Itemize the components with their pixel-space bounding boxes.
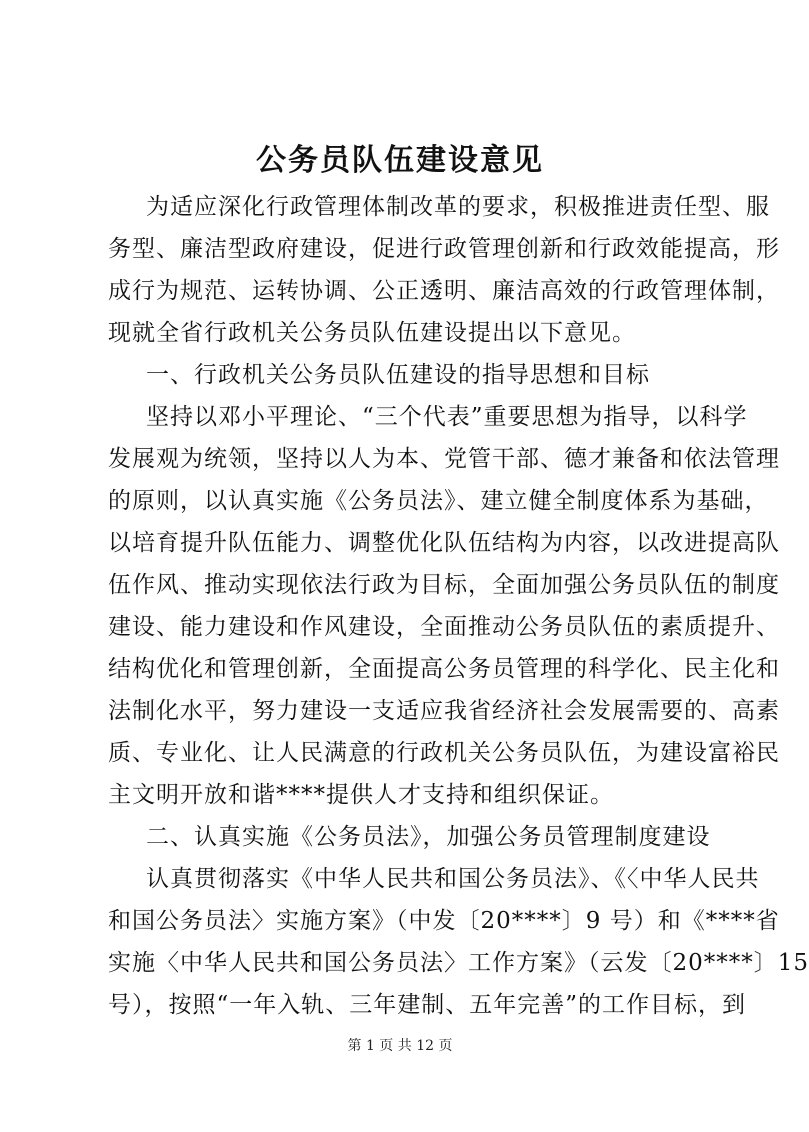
paragraph-line: 现就全省行政机关公务员队伍建设提出以下意见。: [108, 320, 636, 346]
paragraph-line: 认真贯彻落实《中华人民共和国公务员法》、《〈中华人民共: [146, 866, 760, 892]
paragraph-line: 结构优化和管理创新，全面提高公务员管理的科学化、民主化和: [108, 656, 780, 682]
paragraph-line: 法制化水平，努力建设一支适应我省经济社会发展需要的、高素: [108, 698, 780, 724]
paragraph-line: 号），按照“一年入轨、三年建制、五年完善”的工作目标，到: [108, 992, 747, 1018]
paragraph-line: 成行为规范、运转协调、公正透明、廉洁高效的行政管理体制，: [108, 278, 780, 304]
paragraph-line: 建设、能力建设和作风建设，全面推动公务员队伍的素质提升、: [108, 614, 780, 640]
section-heading: 一、行政机关公务员队伍建设的指导思想和目标: [146, 362, 650, 388]
section-heading: 二、认真实施《公务员法》，加强公务员管理制度建设: [146, 824, 711, 850]
document-body: [108, 186, 809, 1026]
paragraph-line: 主文明开放和谐****提供人才支持和组织保证。: [108, 782, 614, 808]
paragraph-line: 的原则，以认真实施《公务员法》、建立健全制度体系为基础，: [108, 488, 769, 514]
paragraph-line: 实施〈中华人民共和国公务员法〉工作方案》（云发〔20****〕15: [108, 950, 809, 976]
paragraph-line: 坚持以邓小平理论、“三个代表”重要思想为指导，以科学: [146, 404, 748, 430]
paragraph-line: 务型、廉洁型政府建设，促进行政管理创新和行政效能提高，形: [108, 236, 780, 262]
paragraph-line: 发展观为统领，坚持以人为本、党管干部、德才兼备和依法管理: [108, 446, 780, 472]
paragraph-line: 质、专业化、让人民满意的行政机关公务员队伍，为建设富裕民: [108, 740, 780, 766]
paragraph-line: 为适应深化行政管理体制改革的要求，积极推进责任型、服: [146, 194, 770, 220]
document-title: 公务员队伍建设意见: [256, 143, 544, 178]
paragraph-line: 和国公务员法〉实施方案》（中发〔20****〕9 号）和《****省: [108, 908, 780, 934]
paragraph-line: 以培育提升队伍能力、调整优化队伍结构为内容，以改进提高队: [108, 530, 780, 556]
paragraph-line: 伍作风、推动实现依法行政为目标，全面加强公务员队伍的制度: [108, 572, 780, 598]
page-number-footer: 第 1 页 共 12 页: [347, 1038, 453, 1054]
